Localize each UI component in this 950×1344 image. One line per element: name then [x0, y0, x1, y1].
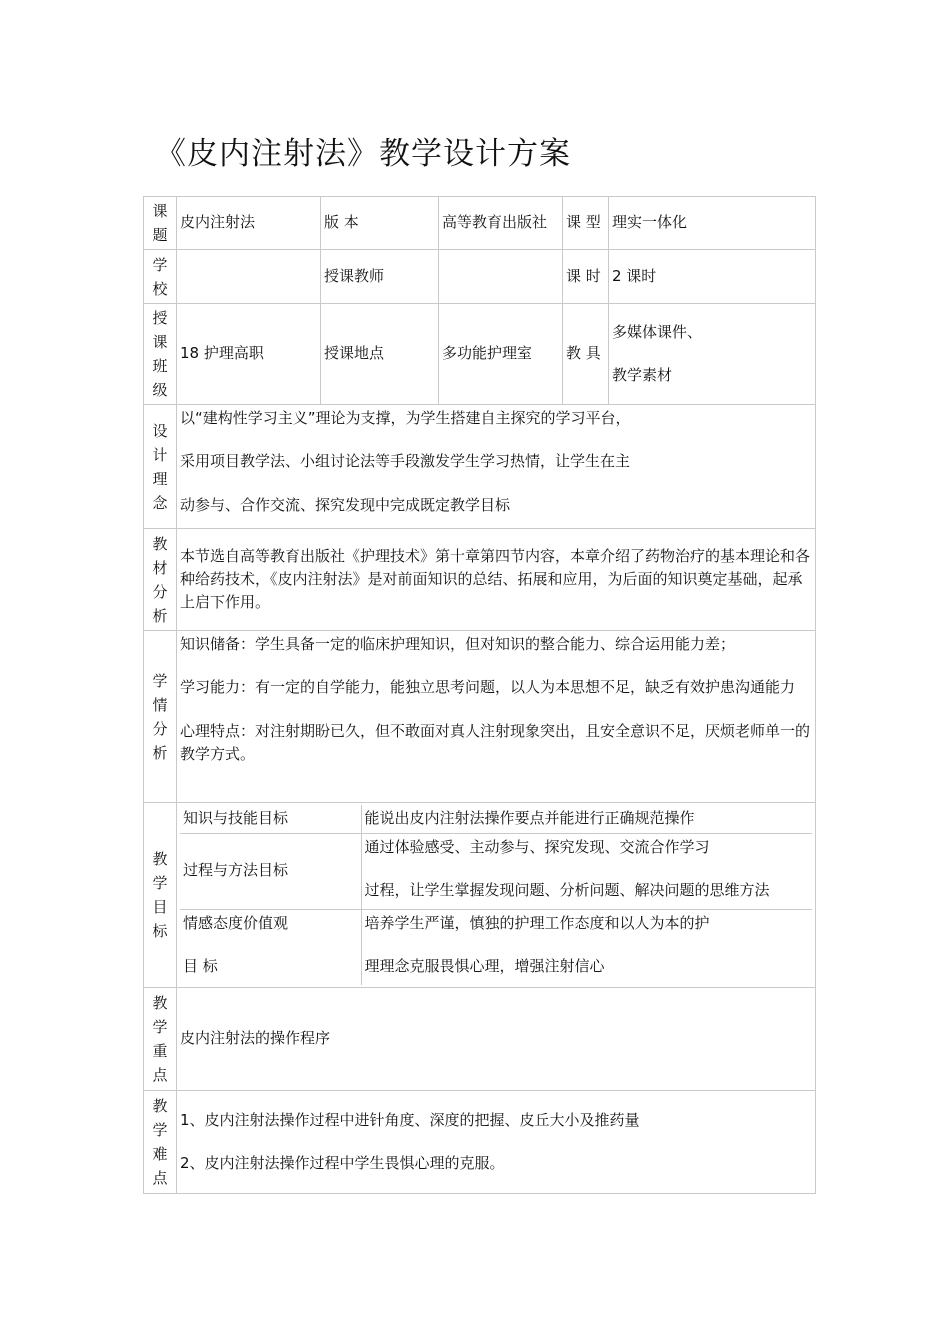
- goal-row: [180, 833, 812, 909]
- goals-table: [180, 805, 812, 985]
- goal-text: 通过体验感受、主动参与、探究发现、交流合作学习 过程，让学生掌握发现问题、分析问题、解决问题的思维方法: [361, 833, 812, 909]
- type-label: 课 型: [563, 197, 609, 250]
- class-value: 18 护理高职: [177, 304, 321, 405]
- design-text: 以“建构性学习主义”理论为支撑，为学生搭建自主探究的学习平台， 采用项目教学法、小组讨论法等手段激发学生学习热情，让学生在主 动参与、合作交流、探究发现中完成既定教学目标: [177, 405, 816, 529]
- school-value: [177, 250, 321, 304]
- teacher-label: 授课教师: [321, 250, 439, 304]
- label-difficult: 教 学 难 点: [144, 1091, 177, 1194]
- label-students: 学 情 分 析: [144, 631, 177, 803]
- place-value: 多功能护理室: [439, 304, 563, 405]
- row-class: [144, 304, 816, 405]
- tools-value: 多媒体课件、 教学素材: [609, 304, 816, 405]
- course-name: 皮内注射法: [177, 197, 321, 250]
- row-course: [144, 197, 816, 250]
- goals-cell: [177, 803, 816, 988]
- teacher-value: [439, 250, 563, 304]
- goal-row: [180, 909, 812, 985]
- row-goals: [144, 803, 816, 988]
- students-text: 知识储备：学生具备一定的临床护理知识，但对知识的整合能力、综合运用能力差； 学习能力：有一定的自学能力，能独立思考问题，以人为本思想不足，缺乏有效护患沟通能力 心理特点：对注射期盼已久，但不敢面对真人注射现象突出，且安全意识不足，厌烦老师单一的教学方式。: [177, 631, 816, 803]
- goal-name: 过程与方法目标: [180, 833, 361, 909]
- label-class: 授 课 班 级: [144, 304, 177, 405]
- row-school: [144, 250, 816, 304]
- tools-label: 教 具: [563, 304, 609, 405]
- label-material: 教 材 分 析: [144, 529, 177, 631]
- row-difficult: [144, 1091, 816, 1194]
- label-design: 设 计 理 念: [144, 405, 177, 529]
- type-value: 理实一体化: [609, 197, 816, 250]
- goal-name: 情感态度价值观 目 标: [180, 909, 361, 985]
- key-text: 皮内注射法的操作程序: [177, 988, 816, 1091]
- label-key: 教 学 重 点: [144, 988, 177, 1091]
- goal-name: 知识与技能目标: [180, 805, 361, 833]
- edition-value: 高等教育出版社: [439, 197, 563, 250]
- row-key: [144, 988, 816, 1091]
- page-title: 《皮内注射法》教学设计方案: [155, 136, 571, 172]
- difficult-text: 1、皮内注射法操作过程中进针角度、深度的把握、皮丘大小及推药量 2、皮内注射法操作过程中学生畏惧心理的克服。: [177, 1091, 816, 1194]
- hours-label: 课 时: [563, 250, 609, 304]
- hours-value: 2 课时: [609, 250, 816, 304]
- material-text: 本节选自高等教育出版社《护理技术》第十章第四节内容，本章介绍了药物治疗的基本理论和各种给药技术，《皮内注射法》是对前面知识的总结、拓展和应用，为后面的知识奠定基础，起承上启下作用。: [177, 529, 816, 631]
- label-goals: 教 学 目 标: [144, 803, 177, 988]
- goal-text: 培养学生严谨，慎独的护理工作态度和以人为本的护 理理念克服畏惧心理，增强注射信心: [361, 909, 812, 985]
- row-material: [144, 529, 816, 631]
- label-school: 学 校: [144, 250, 177, 304]
- label-course: 课 题: [144, 197, 177, 250]
- goal-row: [180, 805, 812, 833]
- place-label: 授课地点: [321, 304, 439, 405]
- edition-label: 版 本: [321, 197, 439, 250]
- lesson-plan-table: [143, 196, 816, 1194]
- row-design: [144, 405, 816, 529]
- goal-text: 能说出皮内注射法操作要点并能进行正确规范操作: [361, 805, 812, 833]
- row-students: [144, 631, 816, 803]
